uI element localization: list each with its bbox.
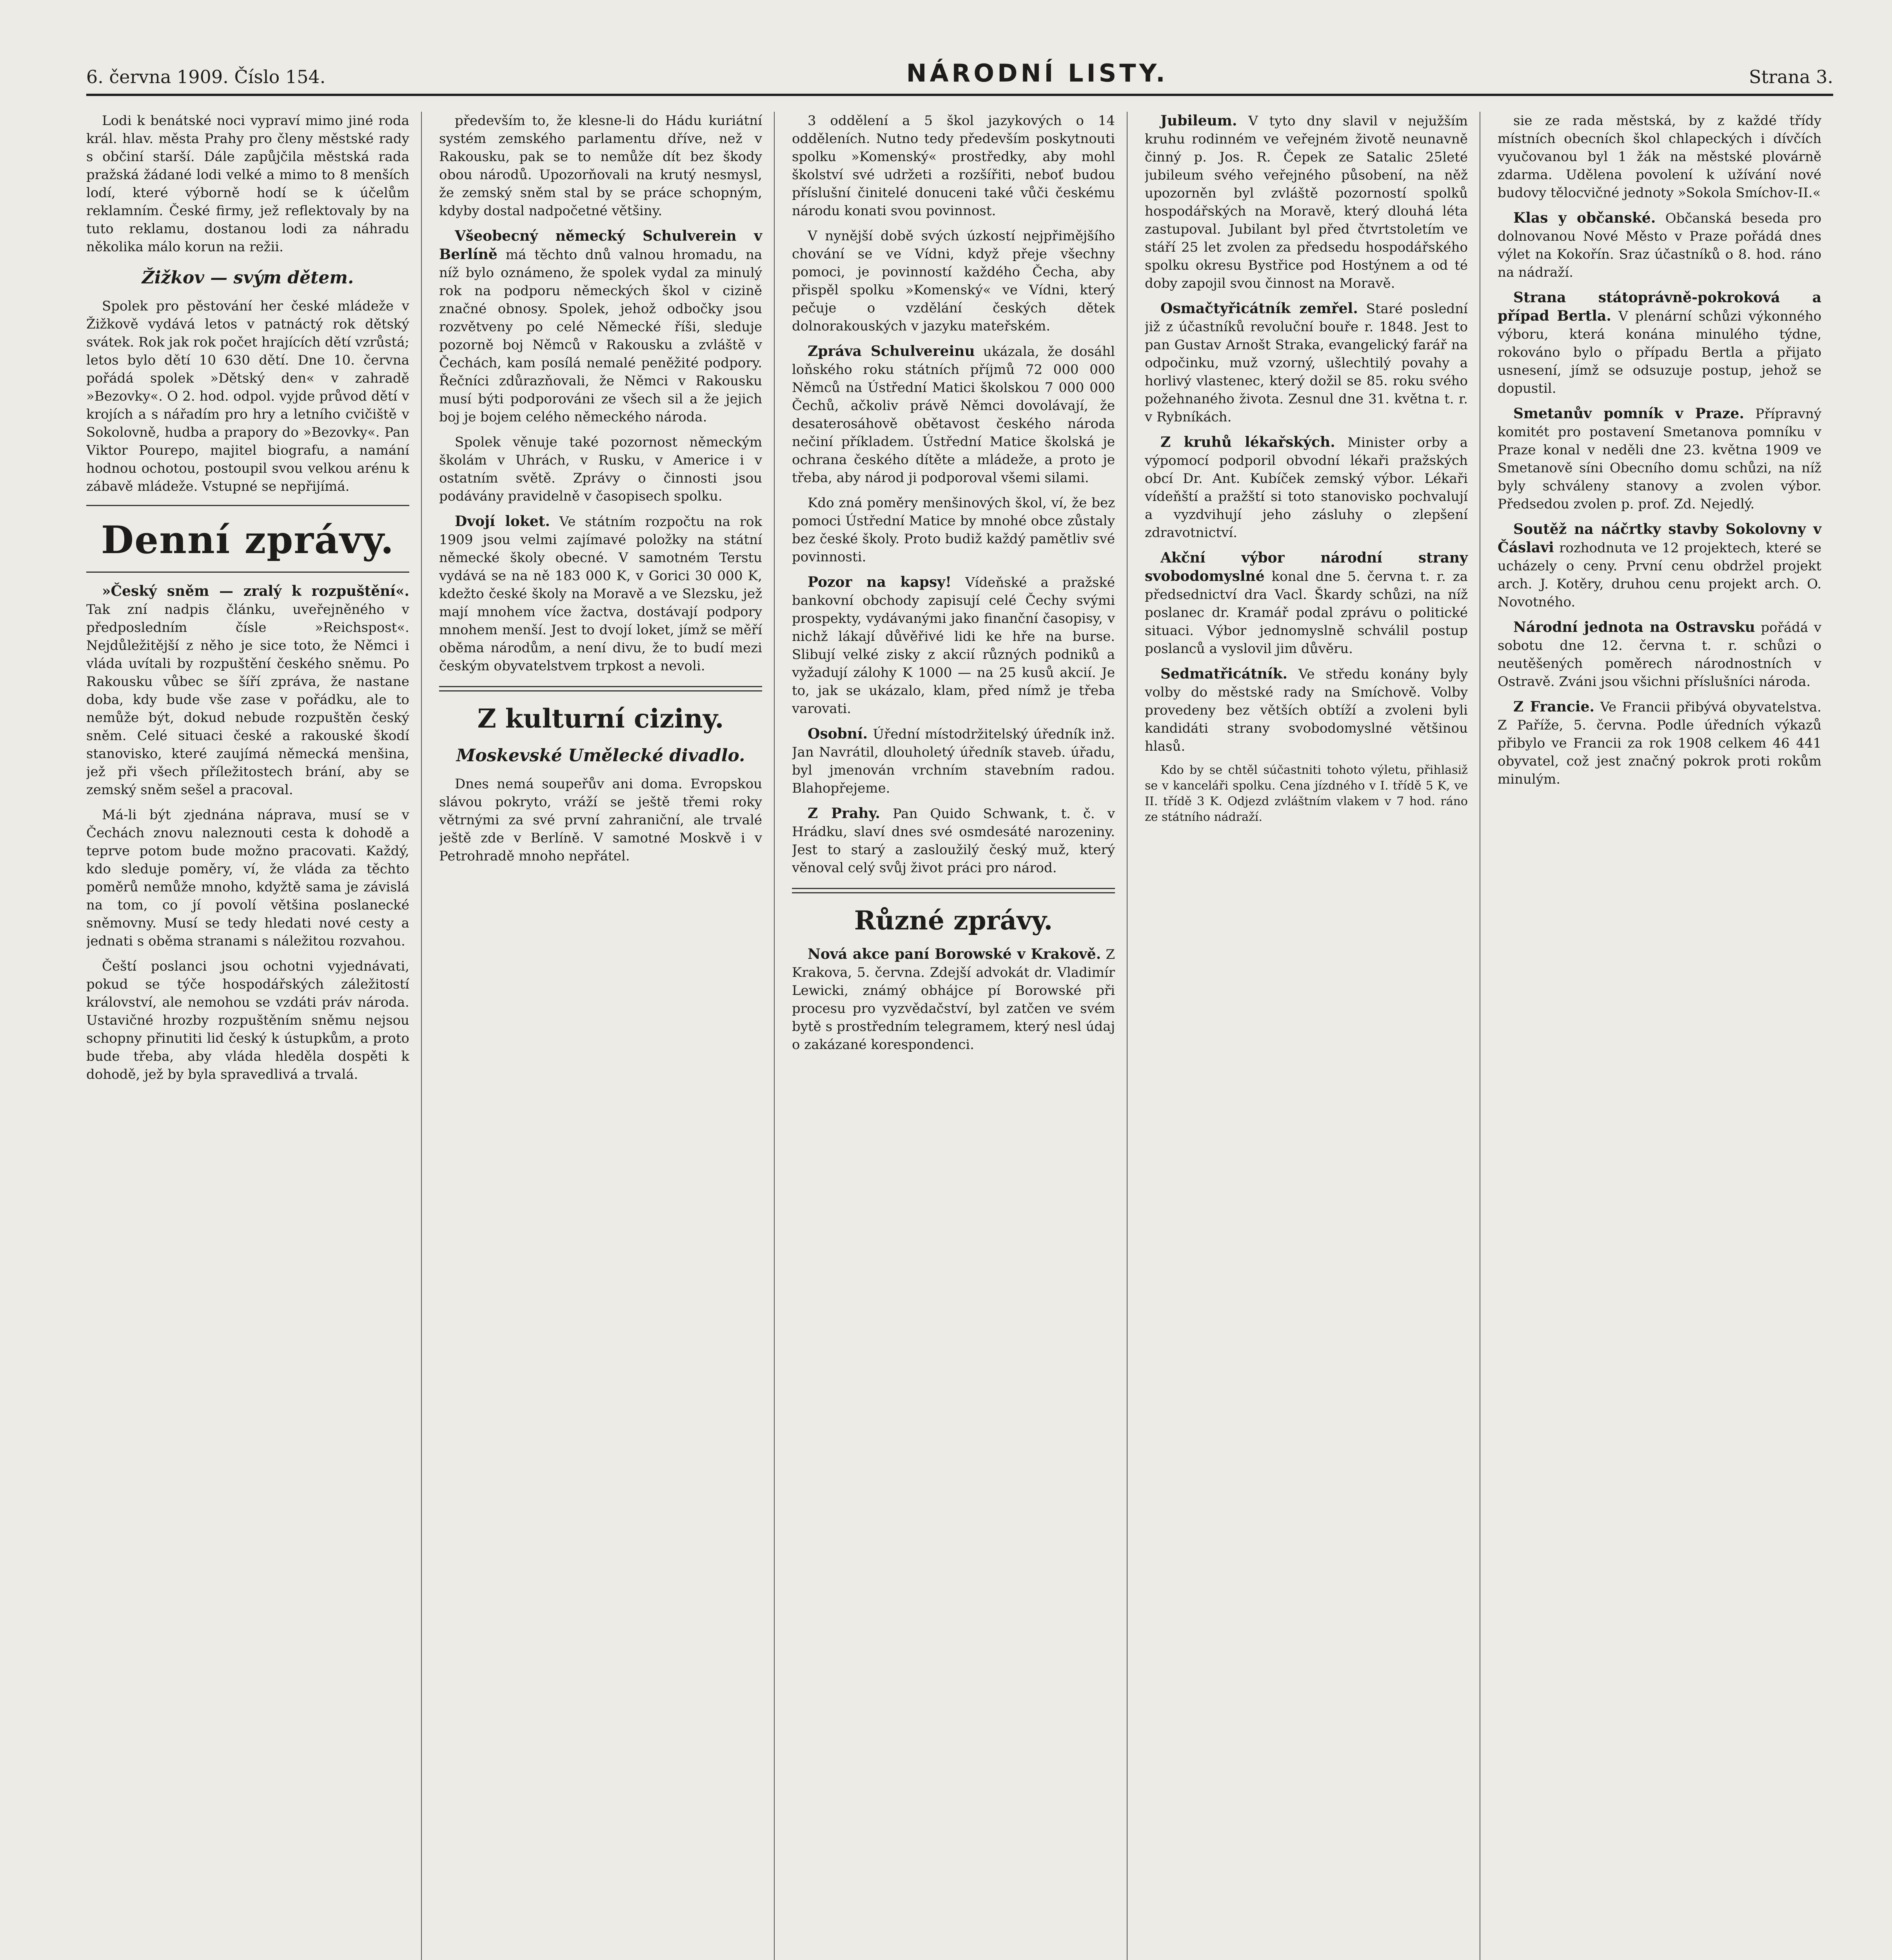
article-headline: Strana státoprávně-pokroková a případ Bertla. bbox=[1498, 289, 1821, 324]
article-text: Kdo by se chtěl súčastniti tohoto výletu, přihlasiž se v kanceláři spolku. Cena jízdného v I. třídě 5 K, ve II. třídě 3 K. Odjezd zvláštním vlakem v 7 hod. ráno ze státního nádraží. bbox=[1145, 763, 1468, 824]
article-text bbox=[1145, 112, 1468, 292]
article-headline: Akční výbor národní strany svobodomyslné bbox=[1145, 550, 1468, 584]
article-body: rozhodnuta ve 12 projektech, které se ucházely o ceny. První cenu obdržel projekt arch. J. Kotěry, druhou cenu projekt arch. O. Novotného. bbox=[1498, 540, 1821, 610]
divider bbox=[792, 888, 1115, 893]
article-body: Vídeňské a pražské bankovní obchody zapisují celé Čechy svými prospekty, vydávanými jako finanční časopisy, v nichž lákají důvěřivé lidi ke hře na burse. Slibují velké zisky z akcií různých podniků a vyžadují zálohy K 1000 — na 25 kusů akcií. Je to, jak se ukázalo, klam, před nímž je třeba varovati. bbox=[792, 575, 1115, 717]
article-text bbox=[792, 804, 1115, 877]
article-text: 3 oddělení a 5 škol jazykových o 14 odděleních. Nutno tedy především poskytnouti spolku »Komenský« prostředky, aby mohl školství své udržeti a rozšířiti, neboť budou příslušní činitelé donuceni také vůči českému národu konati svou povinnost. bbox=[792, 113, 1115, 219]
article-body: konal dne 5. června t. r. za předsednictví dra Vacl. Škardy schůzi, na níž poslanec dr. Kramář podal zprávu o politické situaci. Výbor jednomyslně schválil postup poslanců a vyslovil jim důvěru. bbox=[1145, 569, 1468, 657]
article-text bbox=[1498, 405, 1821, 513]
article-text bbox=[1498, 698, 1821, 788]
article-text bbox=[1498, 618, 1821, 691]
article-text bbox=[1498, 289, 1821, 397]
article-headline: Osobní. bbox=[808, 726, 868, 742]
article-headline: Smetanův pomník v Praze. bbox=[1513, 405, 1744, 422]
article-headline: Klas y občanské. bbox=[1513, 210, 1656, 226]
article-body: Ve státním rozpočtu na rok 1909 jsou velmi zajímavé položky na státní německé školy obecné. V samotném Terstu vydává se na ně 183 000 K, v Gorici 30 000 K, kdežto české školy na Moravě a ve Slezsku, jež mají mnohem více žactva, dostávají podpory mnohem menší. Jest to dvojí loket, jímž se měří oběma národům, a není divu, že to budí mezi českým obyvatelstvem trpkost a nevoli. bbox=[439, 514, 762, 674]
section-subtitle: Moskevské Umělecké divadlo. bbox=[456, 746, 745, 766]
article-text bbox=[792, 725, 1115, 797]
column-4 bbox=[1145, 112, 1480, 1960]
article-headline: »Český sněm — zralý k rozpuštění«. bbox=[102, 583, 409, 599]
article-text: Spolek věnuje také pozornost německým školám v Uhrách, v Rusku, v Americe i v ostatním světě. Zprávy o činnosti jsou podávány pravidelně v časopisech spolku. bbox=[439, 434, 762, 504]
article-headline: Osmačtyřicátník zemřel. bbox=[1160, 300, 1358, 317]
article-body: Přípravný komitét pro postavení Smetanova pomníku v Praze konal v neděli dne 23. května 1909 ve Smetanově síni Obecního domu schůzi, na níž byly schváleny stanovy a zvolen výbor. Předsedou zvolen p. prof. Zd. Nejedlý. bbox=[1498, 406, 1822, 512]
masthead-page: Strana 3. bbox=[1749, 66, 1833, 87]
article-text: Čeští poslanci jsou ochotni vyjednávati, pokud se týče hospodářských záležitostí království, ale nemohou se vzdáti práv národa. Ustavičné hrozby rozpuštěním sněmu nejsou schopny přinutiti lid český k ústupkům, a proto bude třeba, aby vláda hleděla dospěti k dohodě, jež by byla spravedlivá a trvalá. bbox=[86, 958, 409, 1082]
divider bbox=[86, 505, 409, 506]
article-body: Z Krakova, 5. června. Zdejší advokát dr. Vladimír Lewicki, známý obhájce pí Borowské při procesu pro vyzvědačství, byl zatčen ve svém bytě s prostředním telegramem, který nesl údaj o zakázané korespondenci. bbox=[792, 947, 1115, 1053]
masthead-title: NÁRODNÍ LISTY. bbox=[906, 59, 1168, 87]
article-body: V plenární schůzi výkonného výboru, která konána minulého týdne, rokováno bylo o případu Bertla a přijato usnesení, jímž se odsuzuje postup, jehož se dopustil. bbox=[1498, 309, 1822, 396]
article-text bbox=[439, 512, 762, 675]
masthead-date: 6. června 1909. Číslo 154. bbox=[86, 66, 326, 87]
divider bbox=[439, 686, 762, 691]
article-headline: Sedmatřicátník. bbox=[1160, 666, 1287, 682]
article-text: sie ze rada městská, by z každé třídy místních obecních škol chlapeckých i dívčích vyučovanou byl 1 žák na městské plovárně zdarma. Udělena povolení k užívání nové budovy tělocvičné jednoty »Sokola Smíchov-II.« bbox=[1498, 113, 1821, 201]
article-text bbox=[792, 573, 1115, 718]
article-body: Úřední místodržitelský úředník inž. Jan Navrátil, dlouholetý úředník staveb. úřadu, byl jmenován vrchním stavebním radou. Blahopřejeme. bbox=[792, 726, 1115, 796]
article-text bbox=[1498, 209, 1821, 281]
article-body: Pan Quido Schwank, t. č. v Hrádku, slaví dnes své osmdesáté narozeniny. Jest to starý a zasloužilý český muž, který věnoval celý svůj život práci pro národ. bbox=[792, 806, 1115, 876]
article-text bbox=[439, 227, 762, 426]
article-body: Minister orby a výpomocí podporil obvodní lékaři pražských obcí Dr. Ant. Kubíček zemský výbor. Lékaři vídeňští a pražští si toto stanovisko pochvalují a vyzdvihují jeho zásluhy o zlepšení zdravotnictví. bbox=[1145, 435, 1468, 541]
article-text: V nynější době svých úzkostí nejpřimějšího chování se ve Vídni, když přeje všechny pomoci, je povinností každého Čecha, aby přispěl spolku »Komenský« ve Vídni, který pečuje o vzdělání českých dětek dolnorakouských v jazyku mateřském. bbox=[792, 228, 1115, 334]
article-text: Má-li být zjednána náprava, musí se v Čechách znovu naleznouti cesta k dohodě a teprve potom bude možno pracovati. Každý, kdo sleduje poměry, ví, že vláda za těchto poměrů nemůže mnoho, kdyžtě sama je závislá na tom, co jí povolí většina poslanecké sněmovny. Musí se tedy hledati nové cesty a jednati s oběma stranami s náležitou rozvahou. bbox=[86, 807, 409, 949]
article-headline: Národní jednota na Ostravsku bbox=[1513, 619, 1755, 635]
article-heading: Žižkov — svým dětem. bbox=[142, 268, 354, 288]
article-body: má těchto dnů valnou hromadu, na níž bylo oznámeno, že spolek vydal za minulý rok na podporu německých škol v cizině značné obnosy. Spolek, jehož odbočky jsou rozvětveny po celé Německé říši, sleduje pozorně boj Němců v Rakousku a zvláště v Čechách, kam posílá nemalé peněžité podpory. Řečníci zdůrazňovali, že Němci v Rakousku musí býti podporováni ze všech sil a že jejich boj je bojem celého německého národa. bbox=[439, 247, 762, 425]
article-text: především to, že klesne-li do Hádu kuriátní systém zemského parlamentu dříve, než v Rakousku, pak se to nemůže dít bez škody obou národů. Upozorňovali na krutý nesmysl, že zemský sněm stal by se práce schopným, kdyby dostal nadpočetné většiny. bbox=[439, 113, 762, 219]
column-1 bbox=[86, 112, 422, 1960]
article-text bbox=[792, 342, 1115, 487]
article-headline: Nová akce paní Borowské v Krakově. bbox=[808, 946, 1101, 962]
article-text: Spolek pro pěstování her české mládeže v Žižkově vydává letos v patnáctý rok dětský svátek. Rok jak rok počet hrajících dětí vzrůstá; letos bylo dětí 10 630 dětí. Dne 10. června pořádá spolek »Dětský den« v zahradě »Bezovky«. O 2. hod. odpol. vyjde průvod dětí v krojích a s nářadím pro hry a letního cvičiště v Sokolovně, hudba a prapory do »Bezovky«. Pan Viktor Pourepo, majitel biografu, a namání hodnou ochotou, postoupil svou velkou arénu k zábavě mládeže. Vstupné se nepřijímá. bbox=[86, 298, 409, 494]
columns bbox=[86, 112, 1833, 1960]
article-headline: Z kruhů lékařských. bbox=[1160, 434, 1335, 450]
column-5 bbox=[1498, 112, 1833, 1960]
article-text bbox=[86, 582, 409, 799]
article-body: ukázala, že dosáhl loňského roku státních příjmů 72 000 000 Němců na Ústřední Matici školskou 7 000 000 Čechů, ačkoliv právě Němci dovolávají, že desaterosáhově obětavost českého národa nečiní příkladem. Ústřední Matice školská je ochrana českého dítěte a mládeže, a proto je třeba, aby národ ji podporoval všemi silami. bbox=[792, 344, 1115, 486]
article-body: Ve středu konány byly volby do městské rady na Smíchově. Volby provedeny bez větších obtíží a zvoleni byli kandidáti strany svobodomyslné většinou hlasů. bbox=[1145, 666, 1468, 754]
article-text bbox=[1145, 549, 1468, 658]
article-headline: Pozor na kapsy! bbox=[808, 574, 951, 590]
section-title: Z kulturní ciziny. bbox=[477, 703, 724, 734]
masthead bbox=[86, 59, 1833, 96]
article-text bbox=[1145, 433, 1468, 542]
article-text bbox=[1498, 520, 1821, 611]
article-text bbox=[792, 945, 1115, 1054]
article-text: Kdo zná poměry menšinových škol, ví, že bez pomoci Ústřední Matice by mnohé obce zůstaly bez české školy. Proto budiž každý pamětliv své povinnosti. bbox=[792, 495, 1115, 565]
article-headline: Dvojí loket. bbox=[455, 513, 550, 530]
small-notices bbox=[1145, 762, 1468, 825]
section-title: Různé zprávy. bbox=[854, 905, 1053, 936]
article-text: Lodi k benátské noci vypraví mimo jiné roda král. hlav. města Prahy pro členy městské rady s občiní starší. Dále zapůjčila městská rada pražská žádané lodi velké a mimo to 8 menších lodí, které výborně hodí se k účelům reklamním. České firmy, jež reflektovaly by na tuto reklamu, dostanou lodi za náhradu několika málo korun na režii. bbox=[86, 113, 409, 255]
section-title: Denní zprávy. bbox=[101, 518, 395, 562]
article-text bbox=[1145, 665, 1468, 755]
column-3 bbox=[792, 112, 1128, 1960]
article-body: Staré poslední již z účastníků revoluční bouře r. 1848. Jest to pan Gustav Arnošt Straka, evangelický farář na odpočinku, muž vzorný, ušlechtilý povahy a horlivý vlastenec, který dožil se 85. roku svého požehnaného života. Zesnul dne 31. května t. r. v Rybníkách. bbox=[1145, 301, 1468, 425]
article-body: V tyto dny slavil v nejužším kruhu rodinném ve veřejném životě neunavně činný p. Jos. R. Čepek ze Satalic 25leté jubileum svého veřejného působení, na něž upozorněn byl zvláště pozorností spolků hospodářských na Moravě, který dlouhá léta zastupoval. Jubilant byl před čtvrtstoletím ve stáří 25 let zvolen za předsedu hospodářského spolku okresu Bystřice pod Hostýnem a od té doby zapojil svou činnost na Moravě. bbox=[1145, 113, 1468, 291]
article-headline: Soutěž na náčrtky stavby Sokolovny v Čáslavi bbox=[1498, 521, 1821, 556]
article-headline: Z Francie. bbox=[1513, 699, 1595, 715]
article-body: Ve Francii přibývá obyvatelstva. Z Paříže, 5. června. Podle úředních výkazů přibylo ve Francii za rok 1908 celkem 46 441 obyvatel, což jest značný pokrok proti rokům minulým. bbox=[1498, 699, 1821, 787]
article-body: Občanská beseda pro dolnovanou Nové Město v Praze pořádá dnes výlet na Kokořín. Sraz účastníků o 8. hod. ráno na nádraží. bbox=[1498, 211, 1822, 280]
article-headline: Všeobecný německý Schulverein v Berlíně bbox=[439, 228, 762, 263]
column-2 bbox=[439, 112, 775, 1960]
divider bbox=[86, 572, 409, 573]
article-text bbox=[1145, 299, 1468, 426]
article-headline: Zpráva Schulvereinu bbox=[808, 343, 975, 359]
article-text: Dnes nemá soupeřův ani doma. Evropskou slávou pokryto, vráží se ještě třemi roky větrnými za své první zahraniční, ale trvalé ještě zde v Berlíně. V samotné Moskvě i v Petrohradě mnoho nepřátel. bbox=[439, 776, 762, 864]
article-body: Tak zní nadpis článku, uveřejněného v předposledním čísle »Reichspost«. Nejdůležitější z něho je sice toto, že Němci i vláda uvítali by rozpuštění českého sněmu. Po Rakousku vůbec se šíří zpráva, že nastane doba, kdy bude vše zase v pořádku, ale to nemůže být, dokud nebude rozpuštěn český sněm. Celé situaci české a rakouské škodí stanovisko, které zaujímá německá menšina, jež při všech příležitostech brání, aby se zemský sněm sešel a pracoval. bbox=[86, 602, 409, 798]
article-headline: Z Prahy. bbox=[808, 805, 880, 822]
article-body: pořádá v sobotu dne 12. června t. r. schůzi o neutěšených poměrech národnostních v Ostravě. Zváni jsou všichni příslušníci národa. bbox=[1498, 620, 1822, 690]
article-headline: Jubileum. bbox=[1160, 113, 1237, 129]
